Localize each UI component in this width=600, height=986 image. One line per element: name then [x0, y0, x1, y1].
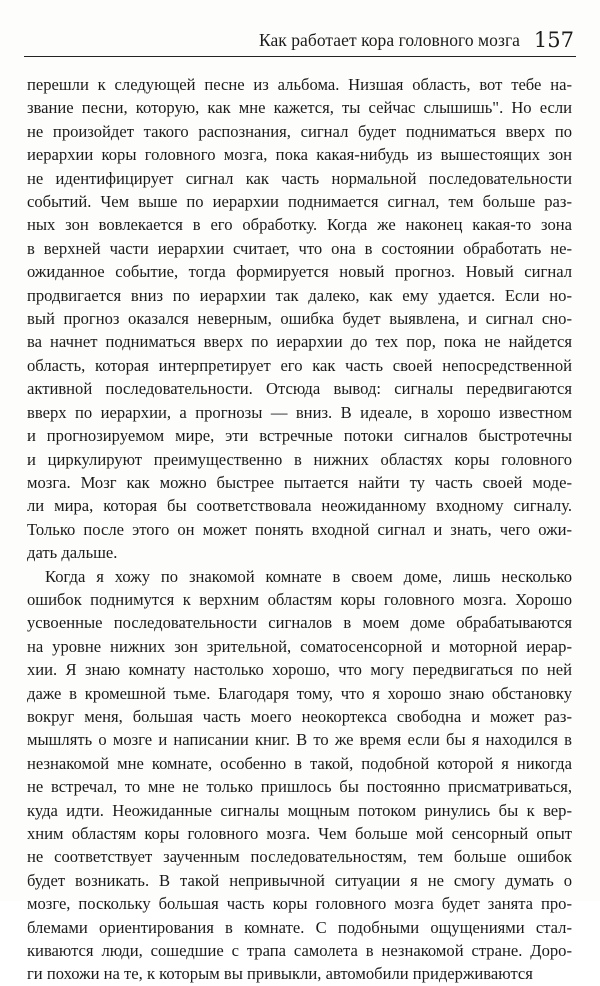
text-line: ошибок поднимутся к верхним областям коры головного мозга. Хорошо: [27, 589, 572, 609]
text-line: не соответствует заученным последовательностям, тем больше ошибок: [27, 847, 572, 867]
text-line: ва начнет подниматься вверх по иерархии до тех пор, пока не найдется: [27, 332, 572, 352]
body-text: [27, 73, 572, 986]
running-title: Как работает кора головного мозга: [258, 30, 520, 50]
text-line: ги похожи на те, к которым вы привыкли, автомобили придерживаются: [27, 964, 533, 984]
text-line: мозге, поскольку большая часть коры головного мозга будет занята про-: [27, 894, 572, 914]
text-line: дать дальше.: [27, 543, 118, 563]
text-line: будет возникать. В такой непривычной ситуации я не смогу думать о: [27, 870, 572, 890]
running-header: [24, 22, 576, 57]
text-line: звание песни, которую, как мне кажется, ты сейчас слышишь". Но если: [27, 98, 572, 118]
text-line: в верхней части иерархии считает, что она в состоянии обработать не-: [27, 238, 572, 258]
text-line: блемами ориентирования в комнате. С подобными ощущениями стал-: [27, 917, 572, 937]
text-line: хии. Я знаю комнату настолько хорошо, что могу передвигаться по ней: [27, 660, 572, 680]
text-line: Только после этого он может понять входной сигнал и знать, чего ожи-: [27, 519, 572, 539]
text-line: активной последовательности. Отсюда вывод: сигналы передвигаются: [27, 379, 572, 399]
text-line: мозга. Мозг как можно быстрее пытается найти ту часть своей моде-: [27, 472, 572, 492]
text-line: незнакомой мне комнате, особенно в такой, подобной которой я никогда: [27, 753, 572, 773]
text-line: и прогнозируемом мире, эти встречные потоки сигналов быстротечны: [27, 426, 572, 446]
text-line: вокруг меня, большая часть моего неокортекса свободна и может раз-: [27, 706, 572, 726]
text-line: куда идти. Неожиданные сигналы мощным потоком ринулись бы к вер-: [27, 800, 572, 820]
text-line: ожиданное событие, тогда формируется новый прогноз. Новый сигнал: [27, 262, 572, 282]
text-line: область, которая интерпретирует его как часть своей непосредственной: [27, 355, 572, 375]
text-line: мышлять о мозге и написании книг. В то же время если бы я находился в: [27, 730, 572, 750]
text-line: вверх по иерархии, а прогнозы — вниз. В идеале, в хорошо известном: [27, 402, 572, 422]
text-line: событий. Чем выше по иерархии поднимается сигнал, тем больше раз-: [27, 192, 572, 212]
page-number: 157: [533, 28, 574, 52]
text-line: киваются люди, сошедшие с трапа самолета в незнакомой стране. Доро-: [27, 941, 572, 961]
text-line: перешли к следующей песне из альбома. Низшая область, вот тебе на-: [27, 75, 572, 94]
text-line: ных зон вовлекается в его обработку. Когда же наконец какая-то зона: [27, 215, 572, 235]
paragraph: [27, 73, 572, 565]
text-line: усвоенные последовательности сигналов в моем доме обрабатываются: [27, 613, 572, 633]
text-line: не произойдет такого распознания, сигнал будет подниматься вверх по: [27, 121, 572, 141]
paragraph: [27, 565, 572, 986]
text-line: и циркулируют преимущественно в нижних областях коры головного: [27, 449, 572, 469]
text-line: не идентифицирует сигнал как часть нормальной последовательности: [27, 168, 572, 188]
text-line: продвигается вниз по иерархии так далеко, как ему удается. Если но-: [27, 285, 572, 305]
text-line: ли мира, которая бы соответствовала неожиданному входному сигналу.: [27, 496, 572, 516]
text-line: Когда я хожу по знакомой комнате в своем доме, лишь несколько: [45, 566, 572, 586]
text-line: не встречал, то мне не только пришлось бы постоянно присматриваться,: [27, 777, 572, 797]
text-line: на уровне нижних зон зрительной, соматосенсорной и моторной иерар-: [27, 636, 572, 656]
text-line: вый прогноз оказался неверным, ошибка будет выявлена, и сигнал сно-: [27, 309, 572, 329]
text-line: иерархии коры головного мозга, пока какая-нибудь из вышестоящих зон: [27, 145, 572, 165]
text-line: хним областям коры головного мозга. Чем больше мой сенсорный опыт: [27, 824, 572, 843]
text-line: даже в кромешной тьме. Благодаря тому, что я хорошо знаю обстановку: [27, 683, 572, 703]
